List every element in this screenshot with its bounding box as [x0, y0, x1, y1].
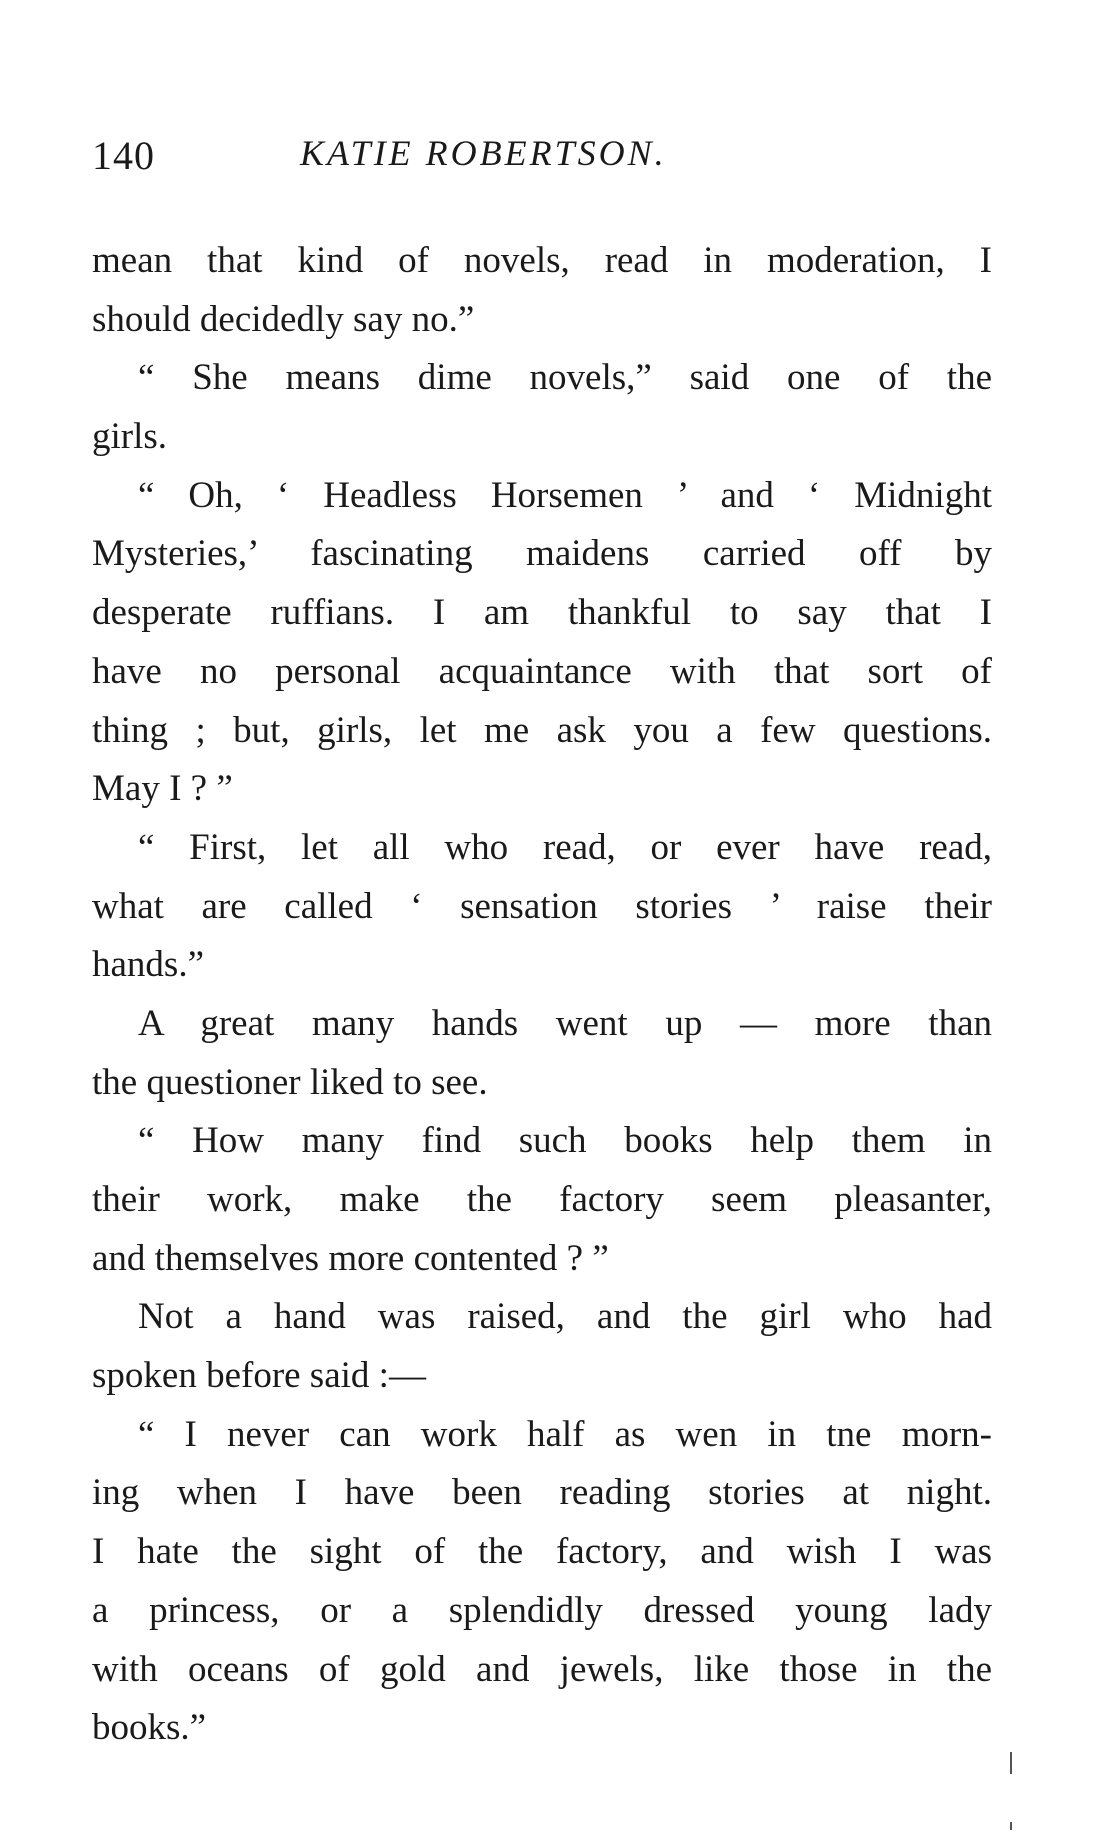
page-header — [92, 132, 1012, 192]
text-line: I hate the sight of the factory, and wish I was — [92, 1531, 992, 1573]
text-line: should decidedly say no.” — [92, 298, 475, 340]
text-line: “ I never can work half as wen in tne morn- — [138, 1413, 992, 1455]
text-line: ing when I have been reading stories at night. — [92, 1472, 992, 1514]
text-line: Not a hand was raised, and the girl who had — [138, 1296, 992, 1338]
text-line: Mysteries,’ fascinating maidens carried off by — [92, 533, 992, 575]
text-line: a princess, or a splendidly dressed young lady — [92, 1589, 992, 1631]
text-line: girls. — [92, 416, 168, 458]
text-line: mean that kind of novels, read in moderation, I — [92, 240, 992, 281]
text-line: their work, make the factory seem pleasanter, — [92, 1179, 992, 1220]
text-line: have no personal acquaintance with that sort of — [92, 650, 992, 692]
text-line: books.” — [92, 1707, 207, 1749]
text-line: with oceans of gold and jewels, like those in the — [92, 1648, 992, 1690]
text-line: and themselves more contented ? ” — [92, 1237, 609, 1279]
margin-mark — [1010, 1752, 1012, 1774]
text-line: what are called ‘ sensation stories ’ raise their — [92, 885, 992, 927]
text-line: “ Oh, ‘ Headless Horsemen ’ and ‘ Midnight — [138, 474, 992, 516]
text-line: thing ; but, girls, let me ask you a few questions. — [92, 709, 992, 751]
text-line: May I ? ” — [92, 768, 233, 810]
body-text — [92, 232, 992, 1758]
running-title: KATIE ROBERTSON. — [300, 133, 667, 173]
text-line: A great many hands went up — more than — [138, 1002, 992, 1044]
text-line: hands.” — [92, 944, 204, 986]
margin-mark — [1010, 1822, 1012, 1830]
text-line: “ How many find such books help them in — [138, 1120, 992, 1162]
text-line: desperate ruffians. I am thankful to say that I — [92, 592, 992, 634]
text-line: “ First, let all who read, or ever have read, — [138, 826, 992, 868]
page-number: 140 — [92, 133, 155, 178]
text-line: spoken before said :— — [92, 1355, 426, 1397]
text-line: “ She means dime novels,” said one of the — [138, 357, 992, 399]
text-line: the questioner liked to see. — [92, 1061, 488, 1103]
